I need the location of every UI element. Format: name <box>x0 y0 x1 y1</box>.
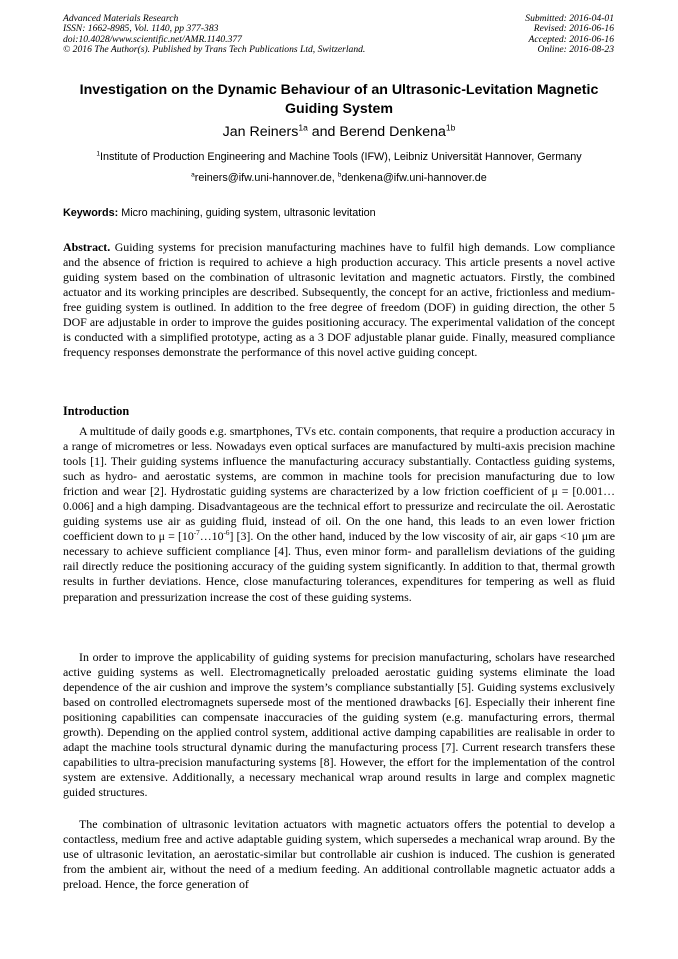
author-conjunction: and <box>307 124 340 140</box>
author-2: Berend Denkena <box>339 124 446 140</box>
revised-date: Revised: 2016-06-16 <box>533 23 614 35</box>
section-heading-introduction: Introduction <box>63 404 130 418</box>
issn-line: ISSN: 1662-8985, Vol. 1140, pp 377-383 <box>63 23 219 35</box>
email-a-marker: a <box>191 171 195 179</box>
journal-header-right <box>525 14 614 56</box>
email-b-marker: b <box>337 171 342 179</box>
intro-p1-exponent-2: -6 <box>223 529 230 538</box>
journal-name: Advanced Materials Research <box>63 13 179 24</box>
copyright-line: © 2016 The Author(s). Published by Trans Tech Publications Ltd, Switzerland. <box>63 44 366 56</box>
keywords <box>63 206 615 220</box>
affiliation-marker: 1 <box>96 150 100 158</box>
keywords-text: Micro machining, guiding system, ultrasonic levitation <box>118 207 376 219</box>
intro-paragraph-2: In order to improve the applicability of guiding systems for precision manufacturing, scholars have researched active guiding systems as well. Electromagnetically preloaded aerostatic guiding systems eliminate the load dependence of the air cushion and improve the system’s compliance substantially [5]. Guiding systems exclusively based on controlled electromagnets supersede most of the mentioned drawbacks [6]. Especially their inherent fine positioning capabilities can compensate inaccuracies of the guiding system (e.g. manufacturing errors, thermal growth). Depending on the applied control system, additional active damping capabilities are realisable in order to adapt the machine tools structural dynamic during the manufacturing process [7]. Current research transfers these capabilities to ultra-precision manufacturing systems [8]. However, the effort for the implementation of the control system are extensive. Additionally, a necessary mechanical wrap around results in large and complex magnetic guided structures. <box>63 650 615 800</box>
abstract-label: Abstract. <box>63 240 111 254</box>
intro-p1-text-b: …10 <box>199 529 224 544</box>
paper-title: Investigation on the Dynamic Behaviour of an Ultrasonic-Levitation Magnetic Guiding System <box>79 82 599 117</box>
intro-paragraph-3: The combination of ultrasonic levitation actuators with magnetic actuators offers the potential to develop a contactless, medium free and active adaptable guiding system, which supersedes a mechanical wrap around. By the use of ultrasonic levitation, an aerostatic-similar but controllable air cushion is induced. The cushion is generated from the ambient air, without the need of a medium feeding. An additional controllable magnetic actuator adds a preload. Hence, the force generation of <box>63 817 615 892</box>
intro-p1-text-c: ] [3]. On the other hand, induced by the low viscosity of air, air gaps <10 μm are necessary to achieve sufficient compliance [4]. Thus, even minor form- and parallelism deviations of the guiding rail directly reduce the positioning accuracy of the guiding system significantly. In addition to that, thermal growth results in further deviations. Hence, close manufacturing tolerances, expenditures for tempering as well as fluid preparation and pressurization increase the cost of these guiding systems. <box>63 529 615 604</box>
submitted-date: Submitted: 2016-04-01 <box>525 13 614 24</box>
abstract-text: Guiding systems for precision manufacturing machines have to fulfil high demands. Low compliance and the absence of friction is required to achieve a high production accuracy. This article presents a novel active guiding system based on the combination of ultrasonic levitation and magnetic actuators. Firstly, the combined actuator and its working principles are described. Subsequently, the concept for an active, frictionless and medium-free guiding system is outlined. In addition to the free degree of freedom (DOF) in guiding direction, the other 5 DOF are adjustable in order to improve the guides positioning accuracy. The experimental validation of the concept is conducted with a simplified prototype, acting as a 3 DOF adjustable planar guide. Finally, measured compliance frequency responses demonstrate the performance of this novel active guiding concept. <box>63 240 615 360</box>
accepted-date: Accepted: 2016-06-16 <box>528 33 614 45</box>
intro-p1-exponent-1: -7 <box>193 529 200 538</box>
online-date: Online: 2016-08-23 <box>537 44 614 56</box>
intro-paragraph-1 <box>63 424 615 605</box>
intro-p1-text-a: A multitude of daily goods e.g. smartphones, TVs etc. contain components, that require a production accuracy in a range of micrometres or less. Nowadays even optical surfaces are manufactured by multi-axis precision machine tools [1]. Their guiding systems influence the manufacturing accuracy substantially. Contactless guiding systems, such as hydro- and aerostatic systems, are common in machine tools for precision manufacturing due to low friction and wear [2]. Hydrostatic guiding systems are characterized by a low friction coefficient of μ = [0.001…0.006] and a high damping. Disadvantageous are the technical effort to pressurize and recirculate the oil. Aerostatic guiding systems use air as guiding fluid, instead of oil. On the one hand, this leads to an even lower friction coefficient down to μ = [10 <box>63 424 615 544</box>
affiliation-line <box>63 150 615 164</box>
doi-line: doi:10.4028/www.scientific.net/AMR.1140.377 <box>63 33 242 45</box>
journal-header-left <box>63 14 365 56</box>
email-line <box>63 171 615 185</box>
email-b: denkena@ifw.uni-hannover.de <box>341 172 487 184</box>
author-1: Jan Reiners <box>222 124 299 140</box>
author-1-affiliation: 1a <box>298 122 308 133</box>
keywords-label: Keywords: <box>63 207 119 219</box>
affiliation-text: Institute of Production Engineering and Machine Tools (IFW), Leibniz Universität Hannover, Germany <box>99 151 582 163</box>
author-line <box>63 123 615 141</box>
author-2-affiliation: 1b <box>445 122 456 133</box>
abstract <box>63 240 615 360</box>
email-a: reiners@ifw.uni-hannover.de, <box>194 172 338 184</box>
